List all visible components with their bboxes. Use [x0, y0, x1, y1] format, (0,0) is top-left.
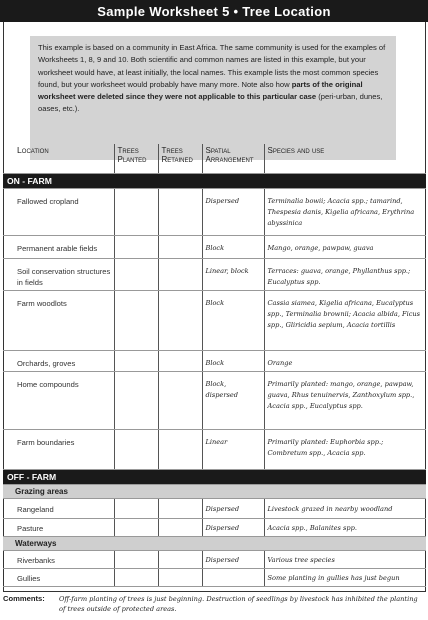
- intro-bold-text: parts of the original worksheet were deleted since they were not applicable to this particular case: [38, 79, 363, 102]
- trees-retained-cell: [158, 550, 202, 568]
- trees-planted-cell: [114, 518, 158, 536]
- location-cell: Rangeland: [3, 498, 114, 518]
- col-trees-retained: Trees Retained: [158, 144, 202, 173]
- location-cell: Farm woodlots: [3, 290, 114, 350]
- spatial-cell: [202, 568, 264, 586]
- species-cell: Various tree species: [264, 550, 426, 568]
- tree-location-table: [3, 144, 426, 587]
- table-row: [3, 568, 426, 586]
- table-row: [3, 550, 426, 568]
- section-off-farm: OFF - FARM: [3, 469, 426, 484]
- table-row: [3, 235, 426, 258]
- species-cell: Orange: [264, 350, 426, 371]
- location-cell: Farm boundaries: [3, 429, 114, 469]
- table-row: [3, 518, 426, 536]
- trees-planted-cell: [114, 371, 158, 429]
- species-cell: Acacia spp., Balanites spp.: [264, 518, 426, 536]
- trees-retained-cell: [158, 498, 202, 518]
- trees-planted-cell: [114, 235, 158, 258]
- subsection-grazing-areas: Grazing areas: [3, 484, 426, 498]
- spatial-cell: Dispersed: [202, 188, 264, 235]
- location-cell: Fallowed cropland: [3, 188, 114, 235]
- species-cell: Terminalia bowii; Acacia spp.; tamarind, Thespesia danis, Kigelia africana, Erythrina abyssinica: [264, 188, 426, 235]
- section-on-farm: ON - FARM: [3, 173, 426, 188]
- species-cell: Primarily planted: Euphorbia spp.; Combretum spp., Acacia spp.: [264, 429, 426, 469]
- species-cell: Some planting in gullies has just begun: [264, 568, 426, 586]
- spatial-cell: Block, dispersed: [202, 371, 264, 429]
- trees-retained-cell: [158, 350, 202, 371]
- trees-planted-cell: [114, 550, 158, 568]
- table-row: [3, 188, 426, 235]
- trees-retained-cell: [158, 429, 202, 469]
- table-row: [3, 258, 426, 290]
- intro-text: This example is based on a community in East Africa. The same community is used for the examples of Worksheets 1, 8, 9 and 10. Both scientific and common names are listed in this example, but your worksheet would have, at least initially, the local names. This example lists the most common species found, but your worksheet would probably have many more. Note also how: [38, 43, 386, 89]
- location-cell: Riverbanks: [3, 550, 114, 568]
- table-row: [3, 350, 426, 371]
- location-cell: Orchards, groves: [3, 350, 114, 371]
- intro-text-end: (peri-urban, dunes, oases, etc.).: [38, 92, 383, 114]
- trees-planted-cell: [114, 290, 158, 350]
- spatial-cell: Dispersed: [202, 550, 264, 568]
- subsection-waterways: Waterways: [3, 536, 426, 550]
- location-cell: Pasture: [3, 518, 114, 536]
- location-cell: Soil conservation structures in fields: [3, 258, 114, 290]
- col-location: Location: [3, 144, 114, 173]
- spatial-cell: Block: [202, 350, 264, 371]
- comments-text: Off-farm planting of trees is just beginning. Destruction of seedlings by livestock has inhibited the planting of trees outside of protected areas.: [59, 595, 418, 613]
- spatial-cell: Dispersed: [202, 518, 264, 536]
- col-spatial-arrangement: Spatial Arrangement: [202, 144, 264, 173]
- species-cell: Livestock grazed in nearby woodland: [264, 498, 426, 518]
- species-cell: Cassia siamea, Kigelia africana, Eucalyptus spp., Terminalia brownii; Acacia albida, Ficus spp., Gliricidia sepium, Acacia tortillis: [264, 290, 426, 350]
- trees-retained-cell: [158, 258, 202, 290]
- col-species-and-use: Species and use: [264, 144, 426, 173]
- intro-box: [30, 36, 396, 160]
- trees-retained-cell: [158, 568, 202, 586]
- trees-retained-cell: [158, 371, 202, 429]
- table-row: [3, 429, 426, 469]
- trees-planted-cell: [114, 568, 158, 586]
- spatial-cell: Block: [202, 235, 264, 258]
- worksheet-title: Sample Worksheet 5 • Tree Location: [0, 0, 428, 22]
- table-row: [3, 371, 426, 429]
- trees-retained-cell: [158, 235, 202, 258]
- trees-retained-cell: [158, 188, 202, 235]
- species-cell: Mango, orange, pawpaw, guava: [264, 235, 426, 258]
- spatial-cell: Block: [202, 290, 264, 350]
- location-cell: Gullies: [3, 568, 114, 586]
- species-cell: Primarily planted: mango, orange, pawpaw, guava, Rhus tenuinervis, Zanthoxylum spp., Acacia spp., Eucalyptus spp.: [264, 371, 426, 429]
- trees-planted-cell: [114, 188, 158, 235]
- spatial-cell: Linear, block: [202, 258, 264, 290]
- table-row: [3, 498, 426, 518]
- trees-planted-cell: [114, 429, 158, 469]
- table-row: [3, 290, 426, 350]
- trees-planted-cell: [114, 498, 158, 518]
- trees-planted-cell: [114, 258, 158, 290]
- trees-retained-cell: [158, 518, 202, 536]
- spatial-cell: Dispersed: [202, 498, 264, 518]
- comments-label: Comments:: [3, 594, 45, 603]
- trees-retained-cell: [158, 290, 202, 350]
- col-trees-planted: Trees Planted: [114, 144, 158, 173]
- species-cell: Terraces: guava, orange, Phyllanthus spp.; Eucalyptus spp.: [264, 258, 426, 290]
- spatial-cell: Linear: [202, 429, 264, 469]
- trees-planted-cell: [114, 350, 158, 371]
- location-cell: Home compounds: [3, 371, 114, 429]
- location-cell: Permanent arable fields: [3, 235, 114, 258]
